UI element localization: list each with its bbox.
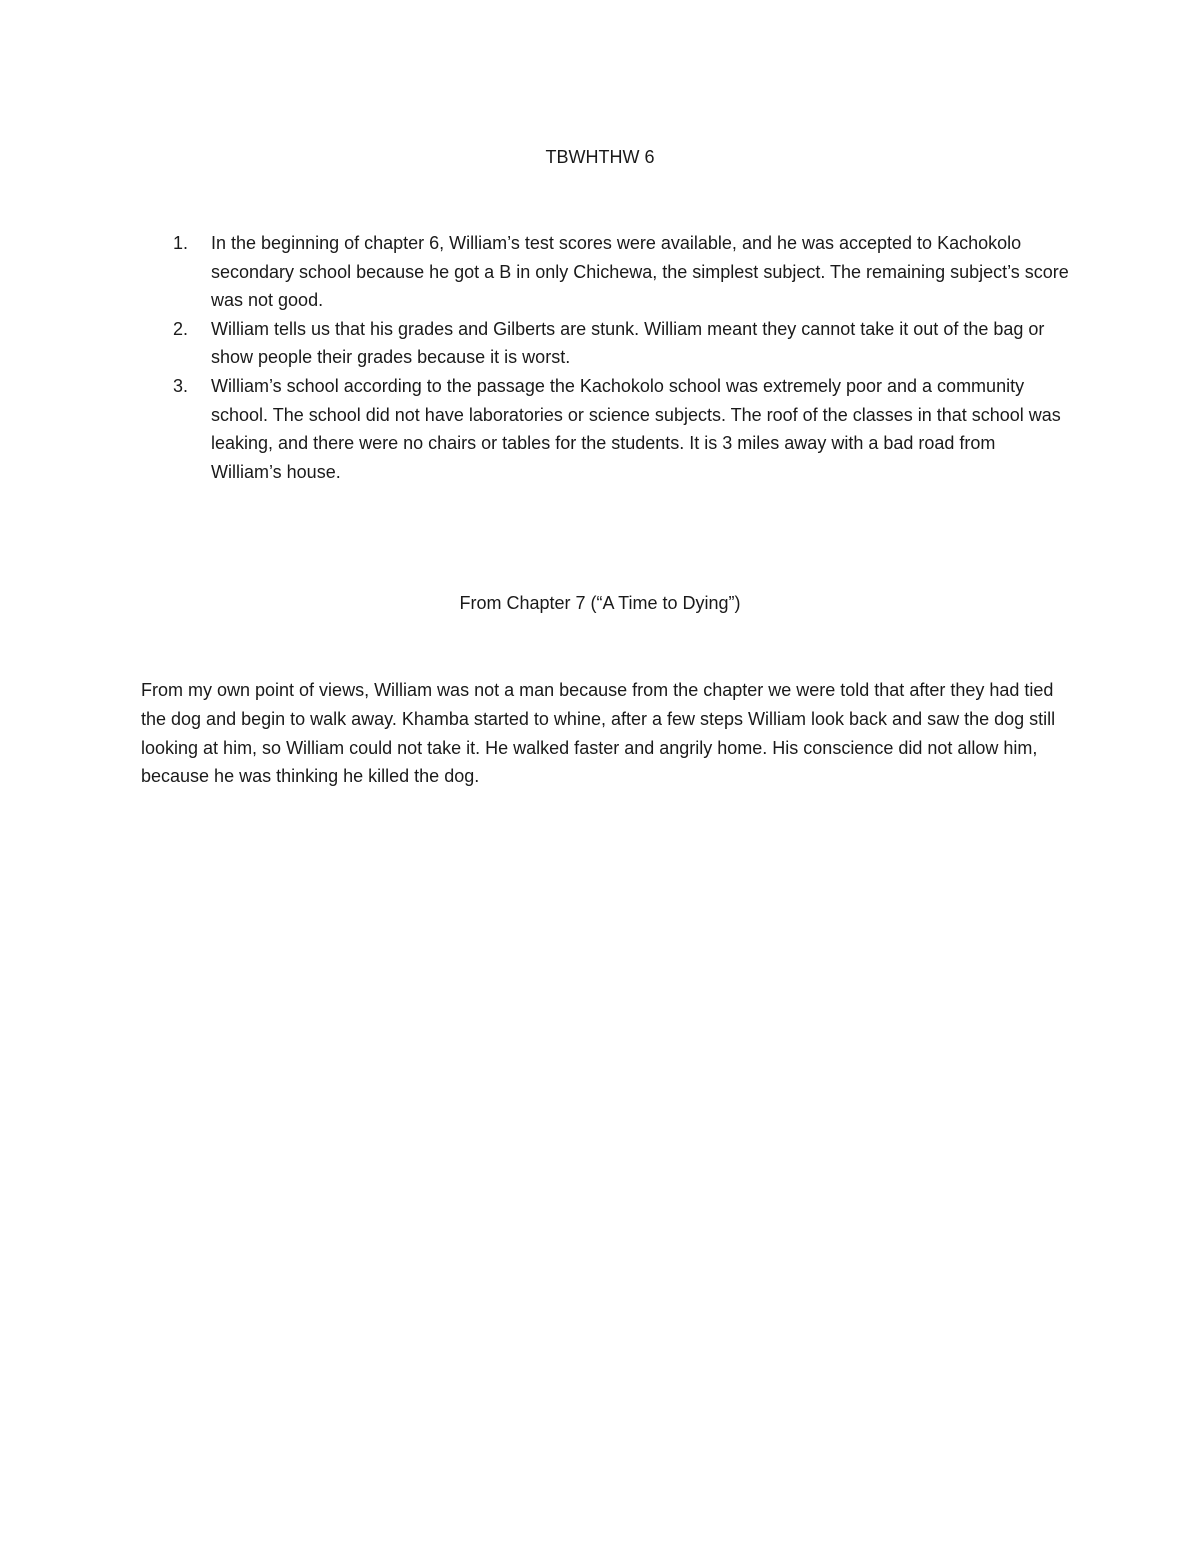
list-item-text: William tells us that his grades and Gilberts are stunk. William meant they cannot take it out of the bag or show people their grades because it is worst. [211,318,1045,368]
list-item-number: 1. [173,233,189,253]
answer-list [141,229,1071,486]
document-title: TBWHTHW 6 [545,147,655,167]
list-item [141,229,1071,315]
list-item-number: 3. [173,375,189,396]
list-item-text: William’s school according to the passage the Kachokolo school was extremely poor and a community school. The school did not have laboratories or science subjects. The roof of the classes in that school was leaking, and there were no chairs or tables for the students. It is 3 miles away with a bad road from William’s house. [211,375,1061,482]
list-item [141,315,1071,372]
list-item-number: 2. [173,318,189,339]
essay-paragraph: From my own point of views, William was not a man because from the chapter we were told that after they had tied the dog and begin to walk away. Khamba started to whine, after a few steps William look back and saw the dog still looking at him, so William could not take it. He walked faster and angrily home. His conscience did not allow him, because he was thinking he killed the dog. [141,680,1056,787]
list-item [141,372,1071,486]
list-item-text: In the beginning of chapter 6, William’s test scores were available, and he was accepted to Kachokolo secondary school because he got a B in only Chichewa, the simplest subject. The remaining subject’s score was not good. [211,233,1069,311]
section-heading: From Chapter 7 (“A Time to Dying”) [459,593,741,613]
